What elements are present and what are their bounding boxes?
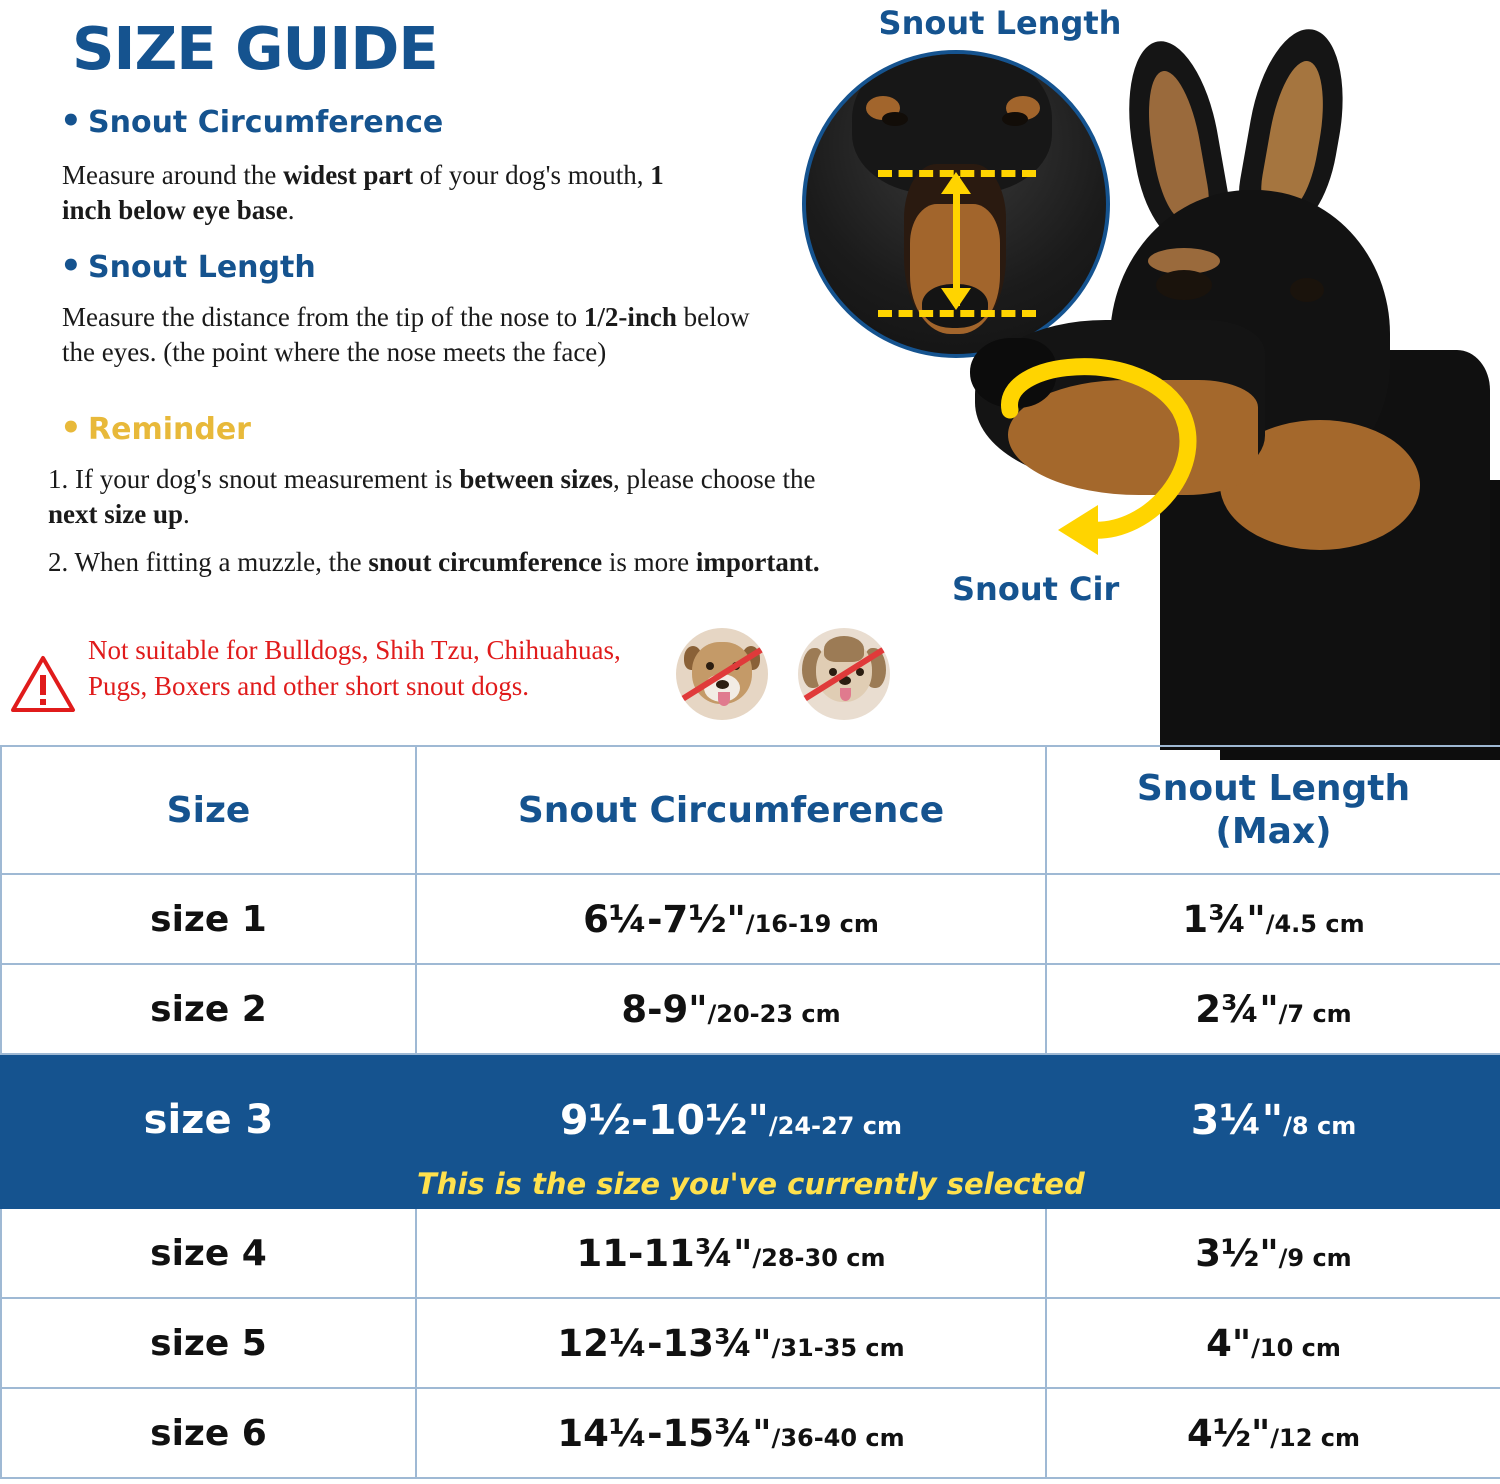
heading-reminder: • Reminder <box>88 412 251 447</box>
text-snout-length <box>62 300 762 370</box>
table-row[interactable] <box>1 1208 1500 1298</box>
cell-length <box>1046 1208 1500 1298</box>
snout-length-diagram-label: Snout Length <box>878 4 1122 42</box>
text-part-bold: between sizes <box>459 464 614 494</box>
text-part: 1. If your dog's snout measurement is <box>48 464 460 494</box>
value-cm: /4.5 cm <box>1265 909 1365 938</box>
cell-size: size 6 <box>1 1388 416 1478</box>
cell-size: size 1 <box>1 874 416 964</box>
value-cm: /7 cm <box>1278 999 1352 1028</box>
cell-size: size 4 <box>1 1208 416 1298</box>
instructions-column <box>0 0 880 745</box>
text-part-bold: important. <box>695 547 820 577</box>
text-part: . <box>183 499 190 529</box>
text-part-bold: snout circumference <box>368 547 603 577</box>
doberman-profile-icon <box>920 20 1500 740</box>
page-title: SIZE GUIDE <box>72 14 438 83</box>
text-part: , please choose the <box>613 464 816 494</box>
bulldog-no-icon <box>676 628 768 720</box>
cell-circumference <box>416 1208 1046 1298</box>
text-part: Measure around the <box>62 160 284 190</box>
text-part-bold: 1/2-inch <box>583 302 677 332</box>
text-part: of your dog's mouth, <box>412 160 651 190</box>
value-inch: 8-9" <box>621 987 708 1031</box>
value-inch: 4" <box>1206 1321 1252 1365</box>
table-row[interactable] <box>1 874 1500 964</box>
text-part-bold: 1 inch below eye base <box>62 160 664 225</box>
cell-size: size 3 <box>1 1054 416 1208</box>
table-row[interactable] <box>1 964 1500 1054</box>
cell-circumference <box>416 1298 1046 1388</box>
value-inch: 14¼-15¾" <box>557 1411 772 1455</box>
value-inch: 9½-10½" <box>560 1096 769 1144</box>
size-table-wrapper <box>0 745 1500 1479</box>
value-inch: 2¾" <box>1195 987 1279 1031</box>
value-inch: 6¼-7½" <box>583 897 746 941</box>
col-header-length-line1: Snout Length <box>1136 768 1411 809</box>
value-inch: 3¼" <box>1190 1096 1284 1144</box>
text-part: 2. When fitting a muzzle, the <box>48 547 369 577</box>
value-cm: /8 cm <box>1283 1112 1357 1140</box>
cell-circumference <box>416 1054 1085 1208</box>
snout-circumference-arrow-icon <box>980 350 1210 560</box>
value-inch: 4½" <box>1186 1411 1271 1455</box>
snout-circumference-diagram-label: Snout Cir <box>952 570 1120 608</box>
value-inch: 1¾" <box>1182 897 1266 941</box>
text-part-bold: next size up <box>48 499 183 529</box>
cell-size: size 5 <box>1 1298 416 1388</box>
value-cm: /12 cm <box>1270 1423 1361 1452</box>
heading-snout-length: • Snout Length <box>88 250 316 285</box>
reminder-item-2 <box>48 545 878 580</box>
col-header-length <box>1046 746 1500 874</box>
text-part: below the eyes. (the point where the nose meets the face) <box>62 302 750 367</box>
col-header-circumference: Snout Circumference <box>416 746 1046 874</box>
cell-circumference <box>416 874 1046 964</box>
text-snout-circumference <box>62 158 682 228</box>
value-cm: /28-30 cm <box>752 1243 886 1272</box>
cell-circumference <box>416 1388 1046 1478</box>
text-part: is more <box>602 547 696 577</box>
col-header-size: Size <box>1 746 416 874</box>
cell-length <box>1046 874 1500 964</box>
table-row[interactable] <box>1 1298 1500 1388</box>
value-inch: 12¼-13¾" <box>557 1321 772 1365</box>
text-part: . <box>287 195 295 225</box>
text-part: Measure the distance from the tip of the nose to <box>62 302 584 332</box>
value-cm: /20-23 cm <box>707 999 841 1028</box>
selected-size-note: This is the size you've currently selected <box>417 1167 1085 1201</box>
value-cm: /31-35 cm <box>771 1333 905 1362</box>
value-inch: 3½" <box>1195 1231 1279 1275</box>
reminder-item-1 <box>48 462 858 532</box>
diagram-column <box>880 0 1500 745</box>
shih-tzu-no-icon <box>798 628 890 720</box>
cell-circumference <box>416 964 1046 1054</box>
col-header-length-line2: (Max) <box>1215 811 1332 852</box>
cell-length <box>1046 1298 1500 1388</box>
value-cm: /9 cm <box>1278 1243 1352 1272</box>
heading-snout-circumference: • Snout Circumference <box>88 105 443 140</box>
cell-length <box>1046 964 1500 1054</box>
value-cm: /24-27 cm <box>768 1112 902 1140</box>
value-cm: /36-40 cm <box>771 1423 905 1452</box>
cell-length <box>1046 1054 1500 1208</box>
cell-size: size 2 <box>1 964 416 1054</box>
table-row[interactable] <box>1 1388 1500 1478</box>
warning-triangle-icon <box>10 655 76 713</box>
table-header-row <box>1 746 1500 874</box>
value-cm: /16-19 cm <box>745 909 879 938</box>
value-cm: /10 cm <box>1251 1333 1341 1362</box>
text-part-bold: widest part <box>283 160 413 190</box>
cell-length <box>1046 1388 1500 1478</box>
table-row-selected[interactable] <box>1 1054 1500 1208</box>
warning-text: Not suitable for Bulldogs, Shih Tzu, Chihuahuas, Pugs, Boxers and other short snout dogs. <box>88 635 621 701</box>
size-table <box>0 745 1500 1479</box>
value-inch: 11-11¾" <box>576 1231 753 1275</box>
